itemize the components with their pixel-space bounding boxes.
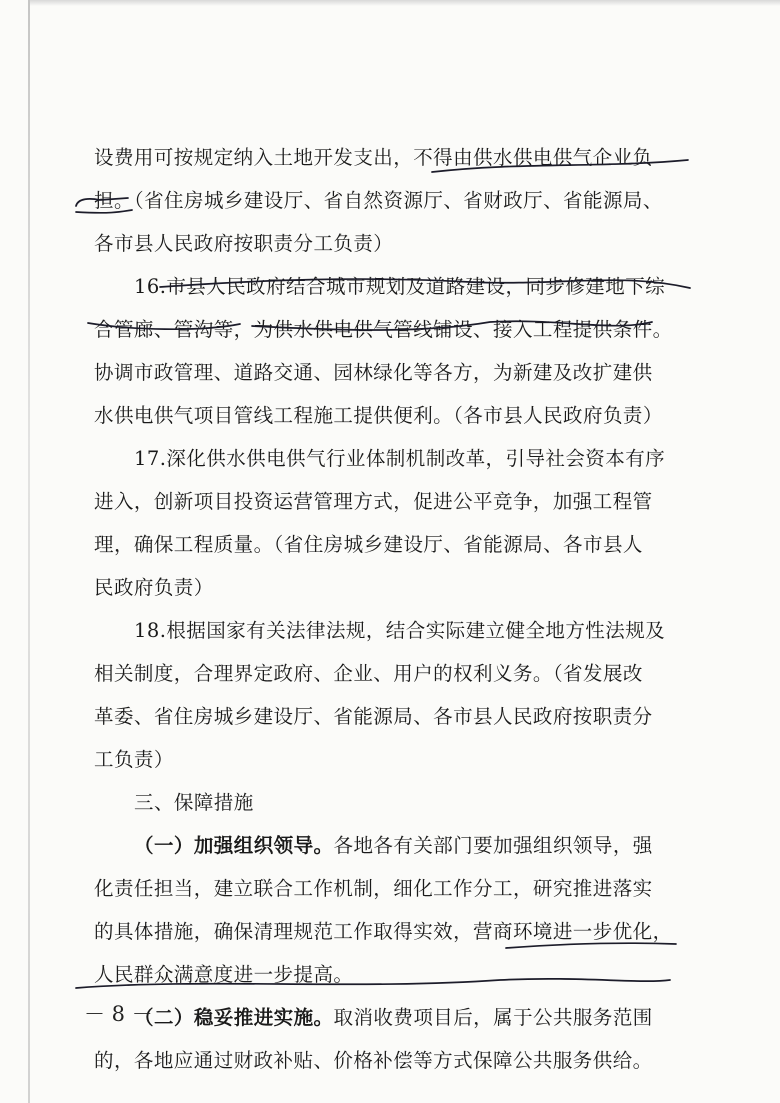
item-18-line: 革委、省住房城乡建设厅、省能源局、各市县人民政府按职责分 — [94, 705, 653, 728]
page-top-shadow — [30, 0, 780, 6]
item-17-line: 17.深化供水供电供气行业体制机制改革，引导社会资本有序 — [134, 447, 666, 470]
item-16-line: 协调市政管理、道路交通、园林绿化等各方，为新建及改扩建供 — [94, 361, 653, 384]
paragraph-2-line: 的，各地应通过财政补贴、价格补偿等方式保障公共服务供给。 — [94, 1049, 653, 1072]
paragraph-1-line: 的具体措施，确保清理规范工作取得实效，营商环境进一步优化， — [94, 920, 673, 943]
paragraph-1-line: 化责任担当，建立联合工作机制，细化工作分工，研究推进落实 — [94, 877, 653, 900]
paragraph-1-first-line — [94, 824, 686, 867]
document-body — [94, 136, 686, 1082]
paragraph-2-rest: 取消收费项目后，属于公共服务范围 — [333, 1006, 653, 1029]
item-16-line: 合管廊、管沟等，为供水供电供气管线铺设、接入工程提供条件。 — [94, 318, 673, 341]
item-16-line: 16.市县人民政府结合城市规划及道路建设，同步修建地下综 — [134, 275, 666, 298]
item-17-line: 理，确保工程质量。（省住房城乡建设厅、省能源局、各市县人 — [94, 533, 643, 556]
paragraph-2-lead: （二）稳妥推进实施。 — [134, 1006, 334, 1029]
paragraph-1-rest: 各地各有关部门要加强组织领导，强 — [333, 834, 653, 857]
paragraph-1-lead: （一）加强组织领导。 — [134, 834, 334, 857]
item-18-line: 工负责） — [94, 748, 174, 771]
page-edge-shadow — [28, 0, 30, 1103]
paragraph-2-first-line — [94, 996, 686, 1039]
text-line: 各市县人民政府按职责分工负责） — [94, 232, 394, 255]
text-line: 担。（省住房城乡建设厅、省自然资源厅、省财政厅、省能源局、 — [94, 189, 663, 212]
item-17-line: 民政府负责） — [94, 576, 214, 599]
item-17-line: 进入，创新项目投资运营管理方式，促进公平竞争，加强工程管 — [94, 490, 653, 513]
item-18-line: 相关制度，合理界定政府、企业、用户的权利义务。（省发展改 — [94, 662, 643, 685]
item-18-line: 18.根据国家有关法律法规，结合实际建立健全地方性法规及 — [134, 619, 666, 642]
item-16-line: 水供电供气项目管线工程施工提供便利。（各市县人民政府负责） — [94, 404, 663, 427]
section-heading: 三、保障措施 — [134, 791, 254, 814]
page-number: － 8 － — [84, 1002, 153, 1026]
text-line: 设费用可按规定纳入土地开发支出，不得由供水供电供气企业负 — [94, 146, 653, 169]
paragraph-1-line: 人民群众满意度进一步提高。 — [94, 963, 354, 986]
